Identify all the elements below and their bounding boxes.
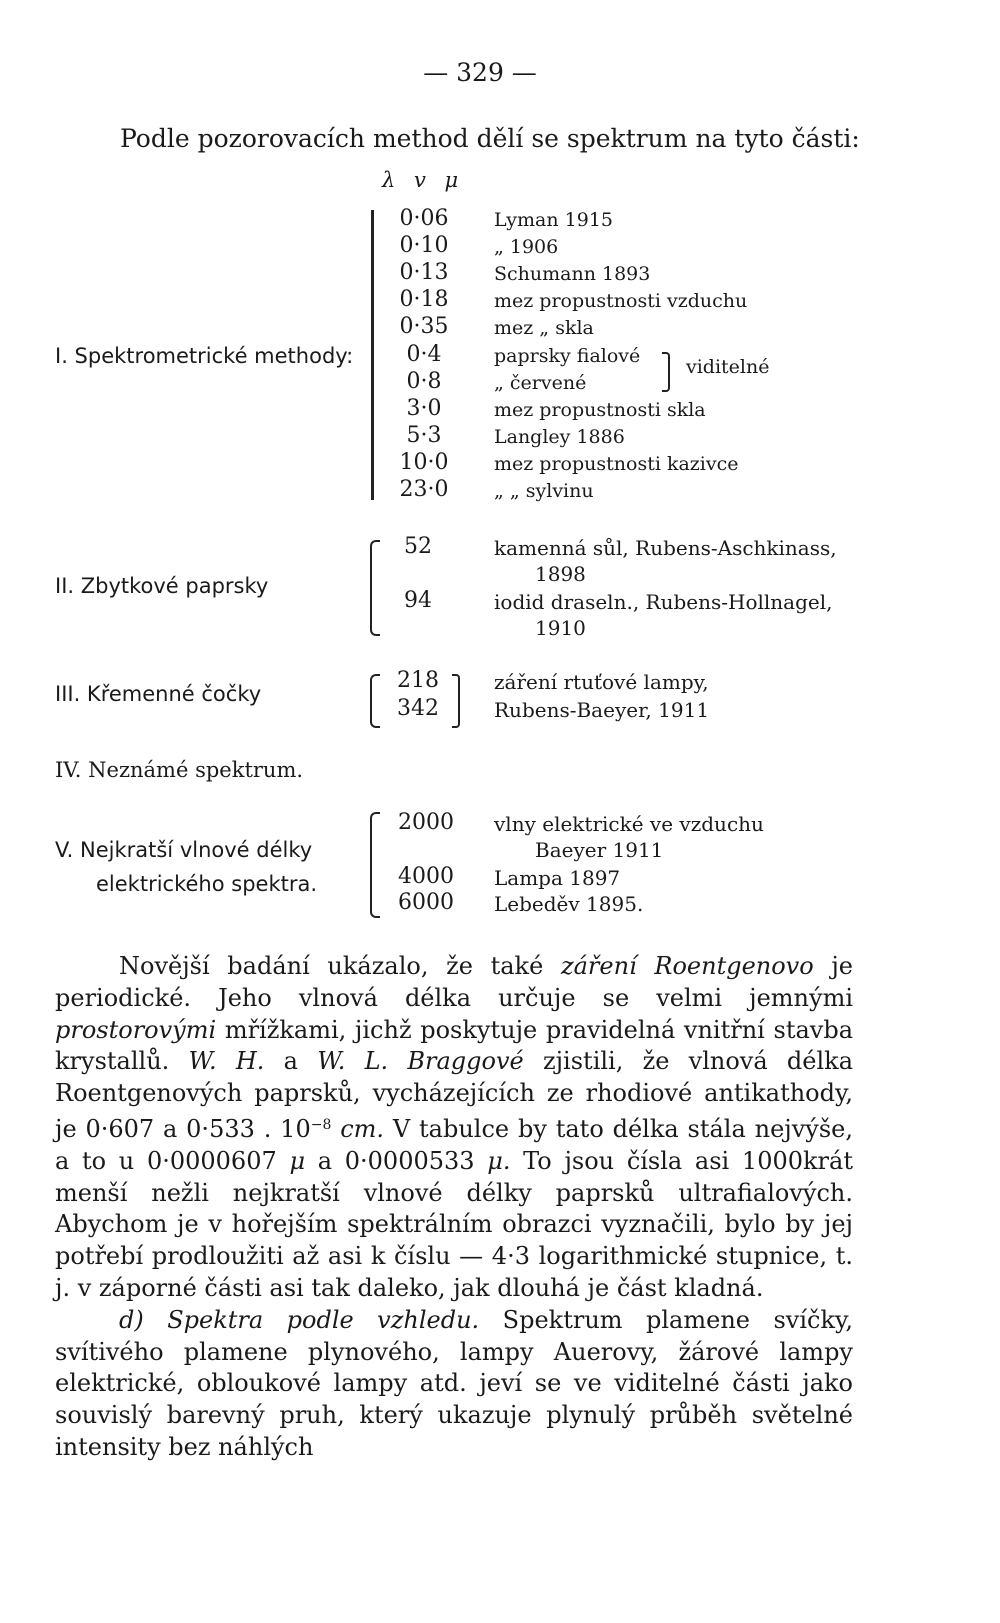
section-1-desc: Lyman 1915 bbox=[494, 209, 613, 231]
section-1-value: 3·0 bbox=[406, 396, 442, 421]
section-1-value: 10·0 bbox=[399, 450, 449, 475]
section-3-desc: Rubens-Baeyer, 1911 bbox=[494, 698, 710, 722]
section-2-desc: 1898 bbox=[535, 562, 586, 586]
section-1-value: 0·18 bbox=[399, 287, 449, 312]
paragraph-spektra: d) Spektra podle vzhledu. Spektrum plamene svíčky, svítivého plamene plynového, lampy Auerovy, žárové lampy elektrické, obloukové lampy atd. jeví se ve viditelné části jako souvislý barevný pruh, který ukazuje plynulý průběh světelné intensity bez náhlých bbox=[55, 1305, 853, 1461]
page-number: — 329 — bbox=[423, 58, 537, 87]
section-1-value: 0·8 bbox=[406, 369, 442, 394]
section-5-brace bbox=[370, 812, 380, 918]
section-1-desc: „ „ sylvinu bbox=[494, 480, 594, 502]
section-1-desc: „ červené bbox=[494, 372, 587, 394]
section-3-value: 342 bbox=[397, 696, 439, 721]
section-1-desc: Langley 1886 bbox=[494, 426, 625, 448]
section-3-value: 218 bbox=[397, 668, 439, 693]
section-5-value: 2000 bbox=[398, 810, 454, 835]
body-text bbox=[55, 951, 853, 1464]
section-5-value: 4000 bbox=[398, 864, 454, 889]
section-1-value: 23·0 bbox=[399, 477, 449, 502]
section-1-desc: mez propustnosti kazivce bbox=[494, 453, 739, 475]
section-3-brace-right bbox=[452, 674, 460, 728]
section-3-label: III. Křemenné čočky bbox=[55, 682, 262, 706]
section-4-label: IV. Neznámé spektrum. bbox=[55, 758, 304, 782]
section-1-label: I. Spektrometrické methody: bbox=[55, 344, 354, 368]
section-1-desc: paprsky fialové bbox=[494, 345, 641, 367]
section-2-value: 94 bbox=[404, 588, 432, 613]
intro-sentence: Podle pozorovacích method dělí se spektrum na tyto části: bbox=[120, 124, 860, 153]
section-1-value: 5·3 bbox=[406, 423, 442, 448]
section-1-desc: „ 1906 bbox=[494, 236, 559, 258]
section-1-desc: mez propustnosti vzduchu bbox=[494, 290, 748, 312]
section-5-desc: Lebeděv 1895. bbox=[494, 892, 644, 916]
section-2-value: 52 bbox=[404, 534, 432, 559]
section-5-desc: Lampa 1897 bbox=[494, 866, 621, 890]
section-2-desc: 1910 bbox=[535, 616, 586, 640]
section-1-value: 0·13 bbox=[399, 260, 449, 285]
section-2-label: II. Zbytkové paprsky bbox=[55, 574, 269, 598]
section-5-label: elektrického spektra. bbox=[96, 872, 318, 896]
section-1-bracket bbox=[371, 210, 374, 500]
section-1-value: 0·06 bbox=[399, 206, 449, 231]
section-1-value: 0·10 bbox=[399, 233, 449, 258]
section-1-value: 0·4 bbox=[406, 342, 442, 367]
section-5-value: 6000 bbox=[398, 890, 454, 915]
column-header: λ v μ bbox=[382, 168, 465, 192]
section-2-desc: kamenná sůl, Rubens-Aschkinass, bbox=[494, 536, 837, 560]
section-1-desc: mez „ skla bbox=[494, 317, 594, 339]
section-2-desc: iodid draseln., Rubens-Hollnagel, bbox=[494, 590, 833, 614]
section-1-desc: mez propustnosti skla bbox=[494, 399, 706, 421]
visible-label: viditelné bbox=[686, 356, 770, 378]
section-3-desc: záření rtuťové lampy, bbox=[494, 670, 709, 694]
section-1-desc: Schumann 1893 bbox=[494, 263, 651, 285]
section-5-desc: Baeyer 1911 bbox=[535, 838, 664, 862]
section-5-label: V. Nejkratší vlnové délky bbox=[55, 838, 313, 862]
visible-brace bbox=[662, 352, 670, 392]
section-5-desc: vlny elektrické ve vzduchu bbox=[494, 812, 764, 836]
paragraph-roentgen: Novější badání ukázalo, že také záření Roentgenovo je periodické. Jeho vlnová délka určuje se velmi jemnými prostorovými mřížkami, jichž poskytuje pravidelná vnitřní stavba krystallů. W. H. a W. L. Braggové zjistili, že vlnová délka Roentgenových paprsků, vycházejících ze rhodiové antikathody, je 0·607 a 0·533 . $10^{-8}$ cm. V tabulce by tato délka stála nejvýše, a to u 0·0000607 μ a 0·0000533 μ. To jsou čísla asi 1000krát menší nežli nejkratší vlnové délky paprsků ultrafialových. Abychom je v hořejším spektrálním obrazci vyznačili, bylo by jej potřebí prodloužiti až asi k číslu — 4·3 logarithmické stupnice, t. j. v záporné části asi tak daleko, jak dlouhá je část kladná. bbox=[55, 952, 854, 1302]
section-1-value: 0·35 bbox=[399, 314, 449, 339]
